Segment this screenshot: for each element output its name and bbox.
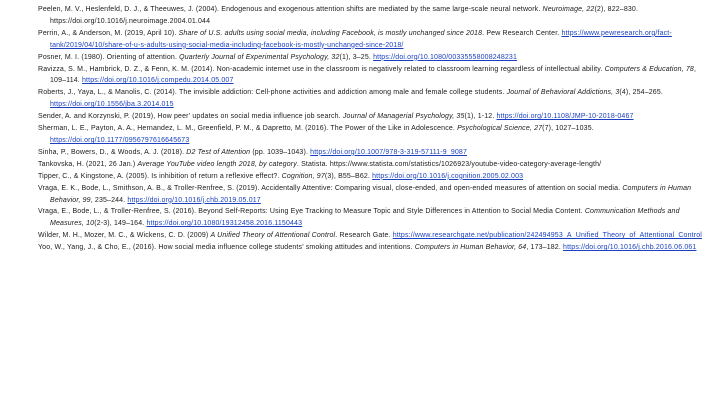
reference-entry [38, 159, 714, 171]
reference-entry [38, 111, 714, 123]
reference-link[interactable]: https://doi.org/10.1016/j.compedu.2014.05.007 [81, 77, 234, 85]
reference-details: (7), 1027–1035. [542, 125, 594, 133]
reference-text: Peelen, M. V., Heslenfeld, D. J., & Theeuwes, J. (2004). Endogenous and exogenous attention shifts are mediated by the same large-scale neural network. [38, 6, 543, 13]
reference-details: (2), 822–830. https://doi.org/10.1016/j.neuroimage.2004.01.044 [50, 6, 639, 25]
reference-entry [38, 147, 714, 159]
reference-source: Share of U.S. adults using social media, including Facebook, is mostly unchanged since 2018 [178, 29, 483, 37]
reference-details: (4), 254–265. [619, 89, 663, 97]
reference-source: D2 Test of Attention [186, 148, 251, 156]
reference-source: Computers & Education, 78 [604, 65, 694, 73]
reference-details: . Statista. https://www.statista.com/statistics/1026923/youtube-video-category-average-length/ [296, 160, 602, 168]
reference-source: Average YouTube video length 2018, by category [137, 160, 297, 168]
reference-entry [38, 52, 714, 64]
reference-text: Vraga, E., Bode, L., & Troller-Renfree, S. (2016). Beyond Self-Reports: Using Eye Tracking to Measure Topic and Style Differences in Attention to Social Media Content. [38, 208, 585, 216]
reference-link[interactable]: https://doi.org/10.1016/j.cognition.2005.02.003 [372, 172, 524, 180]
reference-entry [38, 87, 714, 111]
reference-link[interactable]: https://doi.org/10.1080/00335558008248231 [373, 53, 518, 61]
reference-link[interactable]: https://doi.org/10.1177/0956797616645673 [50, 136, 190, 144]
reference-details: (1), 3–25. [339, 53, 374, 61]
reference-text: Vraga, E. K., Bode, L., Smithson, A. B., & Troller-Renfree, S. (2019). Accidentally Attentive: Comparing visual, close-ended, and open-ended measures of attention on social media. [38, 184, 623, 192]
reference-entry [38, 4, 714, 28]
reference-source: Quarterly Journal of Experimental Psychology, 32 [179, 53, 340, 61]
reference-link[interactable]: https://doi.org/10.1016/j.chb.2016.06.061 [563, 244, 697, 252]
reference-source: Neuroimage, 22 [542, 6, 595, 13]
reference-link[interactable]: https://www.pewresearch.org/fact-tank/2019/04/10/share-of-u-s-adults-using-social-media-including-facebook-is-mostly-unchanged-since-2018/ [50, 29, 672, 49]
reference-entry [38, 171, 714, 183]
reference-details: (pp. 1039–1043). [250, 148, 311, 156]
reference-details: (1), 1-12. [464, 113, 497, 121]
reference-list [38, 4, 714, 254]
reference-text: Posner, M. I. (1980). Orienting of attention. [38, 53, 180, 61]
reference-entry [38, 242, 714, 254]
reference-details: , 173–182. [526, 244, 564, 252]
reference-details: , 109–114. [50, 65, 697, 85]
reference-details: . Pew Research Center. [482, 29, 562, 37]
reference-source: Journal of Managerial Psychology, 35 [342, 113, 465, 121]
reference-text: Yoo, W., Yang, J., & Cho, E., (2016). How social media influence college students’ smoking attitudes and intentions. [38, 244, 415, 252]
reference-entry [38, 28, 714, 52]
reference-source: Computers in Human Behavior, 99 [50, 184, 692, 204]
reference-source: Communication Methods and Measures, 10 [50, 208, 680, 228]
reference-link[interactable]: https://doi.org/10.1080/19312458.2016.1150443 [146, 220, 303, 228]
reference-text: Sender, A. and Korzynski, P. (2019), How peer’ updates on social media influence job search. [38, 113, 343, 121]
reference-text: Sherman, L. E., Payton, A. A., Hernandez, L. M., Greenfield, P. M., & Dapretto, M. (2016). The Power of the Like in Adolescence. [38, 125, 458, 133]
reference-link[interactable]: https://doi.org/10.1556/jba.3.2014.015 [50, 101, 174, 109]
reference-entry [38, 64, 714, 88]
reference-text: Ravizza, S. M., Hambrick, D. Z., & Fenn, K. M. (2014). Non-academic internet use in the classroom is negatively related to classroom learning regardless of intellectual ability. [38, 65, 605, 73]
reference-details: (3), B55–B62. [324, 172, 373, 180]
reference-text: Sinha, P., Bowers, D., & Woods, A. J. (2018). [38, 148, 187, 156]
reference-text: Roberts, J., Yaya, L., & Manolis, C. (2014). The invisible addiction: Cell-phone activities and addiction among male and female college students. [38, 89, 507, 97]
reference-text: Wilder, M. H., Mozer, M. C., & Wickens, C. D. (2009) [38, 232, 211, 240]
reference-link[interactable]: https://doi.org/10.1108/JMP-10-2018-0467 [496, 113, 634, 121]
reference-source: Psychological Science, 27 [457, 125, 543, 133]
reference-details: , 235–244. [90, 196, 128, 204]
reference-text: Tipper, C., & Kingstone, A. (2005). Is inhibition of return a reflexive effect?. [38, 172, 282, 180]
reference-link[interactable]: https://www.researchgate.net/publication/242494953_A_Unified_Theory_of_Attentional_Control [392, 232, 702, 240]
reference-entry [38, 206, 714, 230]
reference-source: A Unified Theory of Attentional Control [210, 232, 336, 240]
reference-text: Tankovska, H. (2021, 26 Jan.) [38, 160, 138, 168]
reference-link[interactable]: https://doi.org/10.1007/978-3-319-57111-9_9087 [310, 148, 468, 156]
reference-source: Cognition, 97 [281, 172, 325, 180]
reference-details: (2-3), 149–164. [94, 220, 147, 228]
reference-source: Journal of Behavioral Addictions, 3 [506, 89, 620, 97]
reference-entry [38, 230, 714, 242]
reference-entry [38, 123, 714, 147]
reference-details: . Research Gate. [335, 232, 393, 240]
reference-entry [38, 183, 714, 207]
reference-link[interactable]: https://doi.org/10.1016/j.chb.2019.05.017 [127, 196, 261, 204]
reference-source: Computers in Human Behavior, 64 [414, 244, 527, 252]
reference-text: Perrin, A., & Anderson, M. (2019, April 10). [38, 29, 179, 37]
